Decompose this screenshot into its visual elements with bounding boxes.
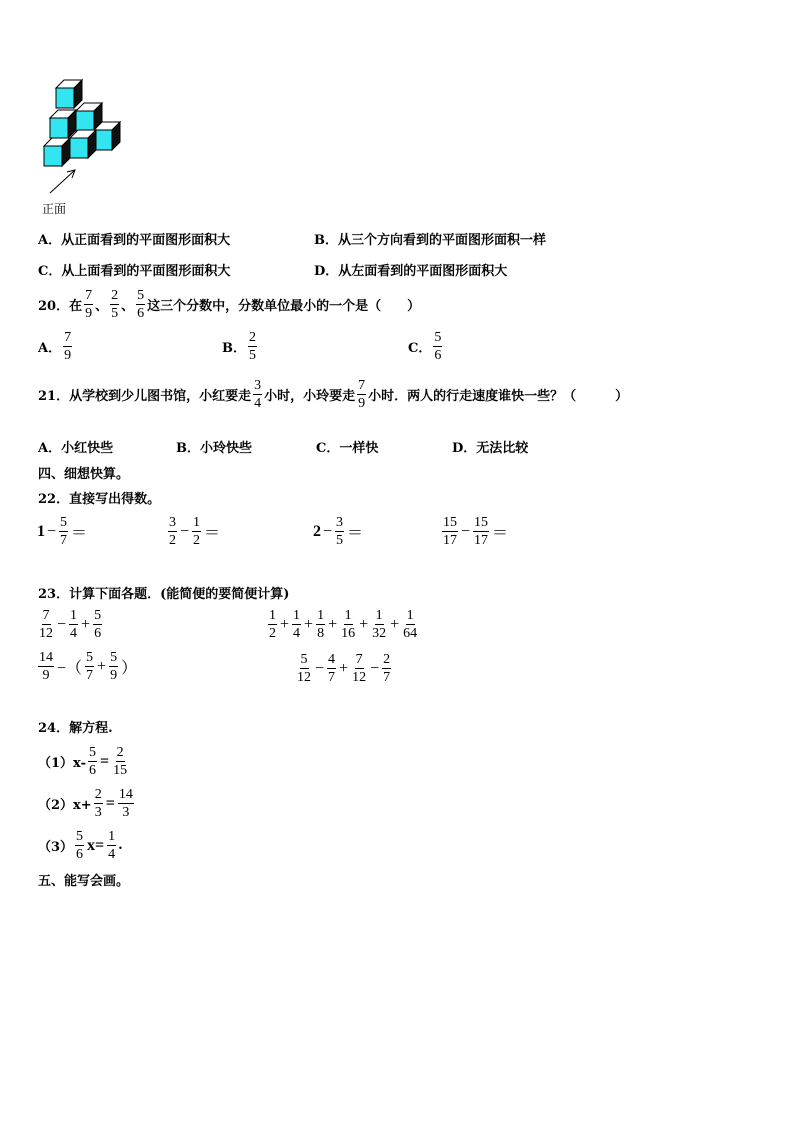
section-5-heading: 五、能写会画。 [38,874,130,889]
fraction: $\frac{2}{7}$ [383,652,391,685]
q20-option-c [408,330,444,363]
operator: + [390,615,400,633]
operator: + [97,657,107,675]
operator: + [328,615,338,633]
q24-equation-3 [38,829,123,862]
operator: + [359,615,369,633]
operator: − [57,615,67,633]
equals: ＝ [492,525,509,542]
equals: = [99,752,110,770]
equation-label: （1）x- [38,756,86,771]
equals: = [105,794,115,812]
fraction: $\frac{7}{12}$ [352,652,367,685]
q23-expression-2 [266,608,420,641]
option-label: A． [38,341,62,356]
fraction: $\frac{3}{2}$ [169,515,176,548]
fraction: $\frac{3}{4}$ [254,378,262,411]
fraction: $\frac{5}{6}$ [94,608,102,641]
q20-number: 20．在 [38,299,83,314]
fraction: $\frac{1}{16}$ [341,608,356,641]
fraction: $\frac{2}{5}$ [249,330,256,363]
q24-equation-2 [38,787,136,820]
q20-option-a [38,330,74,363]
q22-item-4 [440,515,509,548]
fraction: $\frac{4}{7}$ [328,652,336,685]
operator: ） [121,660,138,677]
q21-text-1: 21．从学校到少儿图书馆，小红要走 [38,389,252,404]
equals: ＝ [204,525,221,542]
fraction: $\frac{1}{32}$ [372,608,387,641]
equals: ＝ [347,525,364,542]
q19-option-b: B．从三个方向看到的平面图形面积一样 [314,233,546,248]
fraction: $\frac{5}{7}$ [86,650,94,683]
operand: 1 [37,522,45,540]
q19-option-a: A．从正面看到的平面图形面积大 [38,233,231,248]
q21-option-a: A．小红快些 [38,441,114,456]
operand: 2 [313,522,321,540]
equation-label: （3） [38,840,74,855]
q19-option-d: D．从左面看到的平面图形面积大 [314,264,508,279]
q23-expression-3 [36,650,138,683]
section-4-heading: 四、细想快算。 [38,467,130,482]
fraction: $\frac{1}{2}$ [269,608,276,641]
q20-stem [38,288,420,321]
q23-title: 23．计算下面各题．(能简便的要简便计算) [38,587,290,602]
fraction: $\frac{2}{5}$ [111,288,119,321]
q24-equation-1 [38,745,130,778]
separator: 、 [121,299,135,314]
fraction: $\frac{5}{6}$ [434,330,442,363]
equals: ＝ [71,525,88,542]
option-label: C． [408,341,432,356]
fraction: $\frac{5}{12}$ [297,652,311,685]
option-label: B． [222,341,246,356]
stacked-cubes-drawing [38,78,138,218]
operator: − [323,522,333,540]
fraction: $\frac{1}{4}$ [293,608,301,641]
fraction: $\frac{2}{15}$ [113,745,128,778]
fraction: $\frac{1}{4}$ [70,608,78,641]
q20-option-b [222,330,259,363]
q20-tail: 这三个分数中，分数单位最小的一个是（ ） [147,299,421,314]
q23-expression-1 [36,608,104,641]
q22-item-2 [166,515,221,548]
fraction: $\frac{15}{17}$ [443,515,457,548]
fraction: $\frac{5}{6}$ [137,288,145,321]
q22-item-3 [312,515,364,548]
q23-expression-4 [294,652,393,685]
operator: − [370,659,380,677]
fraction: $\frac{5}{9}$ [110,650,118,683]
q21-text-3: 小时．两人的行走速度谁快一些？（ ） [368,389,629,404]
q22-title: 22．直接写出得数。 [38,492,161,507]
fraction: $\frac{14}{3}$ [118,787,133,820]
separator: 、 [95,299,109,314]
operator: + [304,615,314,633]
equation-label: （2）x+ [38,798,92,813]
operator: − [461,522,471,540]
q24-title: 24．解方程. [38,721,113,736]
fraction: $\frac{1}{64}$ [403,608,418,641]
fraction: $\frac{1}{4}$ [108,829,116,862]
period: . [118,838,123,853]
fraction: $\frac{1}{2}$ [193,515,201,548]
fraction: $\frac{5}{6}$ [76,829,84,862]
fraction: $\frac{7}{9}$ [85,288,93,321]
q21-option-c: C．一样快 [316,441,379,456]
operator: − [315,659,325,677]
q21-text-2: 小时，小玲要走 [264,389,356,404]
q21-stem [38,378,628,411]
fraction: $\frac{5}{7}$ [60,515,68,548]
fraction: $\frac{5}{6}$ [88,745,96,778]
operator: + [280,615,290,633]
figure-caption: 正面 [42,202,67,216]
fraction: $\frac{7}{12}$ [39,608,53,641]
equals: x= [87,836,105,854]
fraction: $\frac{7}{9}$ [64,330,72,363]
operator: − [47,522,57,540]
operator: + [339,659,349,677]
fraction: $\frac{7}{9}$ [358,378,366,411]
operator: + [81,615,91,633]
fraction: $\frac{2}{3}$ [94,787,102,820]
fraction: $\frac{3}{5}$ [336,515,344,548]
fraction: $\frac{14}{9}$ [39,650,53,683]
q19-option-c: C．从上面看到的平面图形面积大 [38,264,231,279]
q21-option-b: B．小玲快些 [176,441,252,456]
fraction: $\frac{1}{8}$ [317,608,325,641]
operator: − [180,522,190,540]
q21-option-d: D．无法比较 [452,441,529,456]
fraction: $\frac{15}{17}$ [474,515,489,548]
q22-item-1 [36,515,88,548]
operator: −（ [57,660,83,677]
